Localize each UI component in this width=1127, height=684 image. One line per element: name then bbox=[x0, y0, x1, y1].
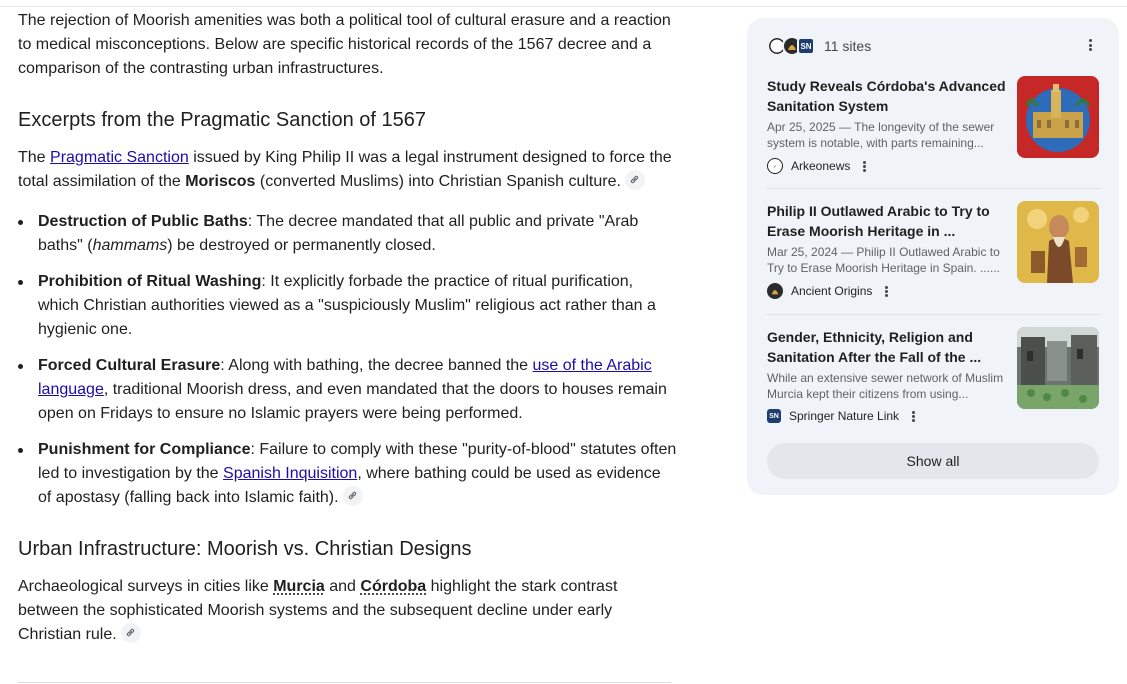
source-title[interactable]: Study Reveals Córdoba's Advanced Sanitation System bbox=[767, 78, 1006, 114]
section-heading-urban-infrastructure: Urban Infrastructure: Moorish vs. Christian Designs bbox=[18, 538, 472, 560]
list-item: Prohibition of Ritual Washing: It explicitly forbade the practice of ritual purification, which Christian authorities viewed as a "suspiciously Muslim" religious act rather than a hygienic one. bbox=[18, 270, 678, 342]
source-name: Ancient Origins bbox=[791, 284, 873, 298]
citation-link-icon[interactable] bbox=[121, 623, 141, 643]
list-item: Forced Cultural Erasure: Along with bathing, the decree banned the use of the Arabic language, traditional Moorish dress, and even mandated that the doors to houses remain open on Fridays to ensure no Islamic prayers were being performed. bbox=[18, 354, 678, 426]
content-divider bbox=[18, 682, 671, 683]
source-title[interactable]: Gender, Ethnicity, Religion and Sanitation After the Fall of the ... bbox=[767, 329, 982, 365]
show-all-button[interactable]: Show all bbox=[767, 443, 1099, 479]
compass-icon bbox=[767, 158, 783, 174]
source-card[interactable] bbox=[767, 327, 1101, 427]
intro-paragraph: The rejection of Moorish amenities was both a political tool of cultural erasure and a reaction to medical misconceptions. Below are specific historical records of the 1567 decree and a comparison of the contrasting urban infrastructures. bbox=[18, 12, 671, 77]
springer-icon: SN bbox=[797, 37, 815, 55]
citation-link-icon[interactable] bbox=[343, 486, 363, 506]
spanish-inquisition-link[interactable]: Spanish Inquisition bbox=[223, 465, 358, 482]
source-card[interactable] bbox=[767, 201, 1101, 301]
ai-overview-content bbox=[18, 9, 678, 647]
pragmatic-sanction-paragraph: The Pragmatic Sanction issued by King Philip II was a legal instrument designed to force the total assimilation of the Moriscos (converted Muslims) into Christian Spanish culture. bbox=[18, 149, 672, 190]
sources-panel bbox=[747, 18, 1119, 495]
sites-count: 11 sites bbox=[824, 38, 872, 54]
panel-more-options-icon[interactable] bbox=[1088, 39, 1092, 51]
source-snippet: Apr 25, 2025 — The longevity of the sewer system is notable, with parts remaining... bbox=[767, 120, 995, 150]
source-title[interactable]: Philip II Outlawed Arabic to Try to Erase Moorish Heritage in ... bbox=[767, 203, 990, 239]
decree-bullet-list bbox=[18, 210, 678, 510]
source-more-icon[interactable] bbox=[884, 286, 888, 297]
source-attribution bbox=[767, 409, 915, 423]
source-attribution bbox=[767, 158, 866, 174]
sources-header[interactable] bbox=[767, 34, 871, 58]
source-name: Arkeonews bbox=[791, 159, 851, 173]
springer-icon: SN bbox=[767, 409, 781, 423]
source-name: Springer Nature Link bbox=[789, 409, 900, 423]
card-divider bbox=[767, 188, 1101, 189]
list-item: Destruction of Public Baths: The decree mandated that all public and private "Arab baths" (hammams) be destroyed or permanently closed. bbox=[18, 210, 678, 258]
list-item: Punishment for Compliance: Failure to comply with these "purity-of-blood" statutes often led to investigation by the Spanish Inquisition, where bathing could be used as evidence of apostasy (falling back into Islamic faith). bbox=[18, 438, 678, 510]
urban-infrastructure-paragraph: Archaeological surveys in cities like Murcia and Córdoba highlight the stark contrast between the sophisticated Moorish systems and the subsequent decline under early Christian rule. bbox=[18, 578, 618, 643]
cordoba-term[interactable]: Córdoba bbox=[360, 578, 427, 595]
philip-ii-painting-thumbnail[interactable] bbox=[1017, 201, 1099, 283]
source-more-icon[interactable] bbox=[862, 161, 866, 172]
ancient-origins-icon bbox=[767, 283, 783, 299]
top-divider bbox=[0, 6, 1127, 7]
source-snippet: While an extensive sewer network of Muslim Murcia kept their citizens from using... bbox=[767, 371, 1004, 401]
cordoba-seal-thumbnail[interactable] bbox=[1017, 76, 1099, 158]
pragmatic-sanction-link[interactable]: Pragmatic Sanction bbox=[50, 149, 189, 166]
source-snippet: Mar 25, 2024 — Philip II Outlawed Arabic to Try to Erase Moorish Heritage in Spain. ...... bbox=[767, 245, 1000, 275]
murcia-street-thumbnail[interactable] bbox=[1017, 327, 1099, 409]
citation-link-icon[interactable] bbox=[625, 170, 645, 190]
source-more-icon[interactable] bbox=[911, 411, 915, 422]
source-attribution bbox=[767, 283, 888, 299]
arabic-language-link[interactable]: use of the Arabic language bbox=[38, 357, 652, 398]
source-card[interactable] bbox=[767, 76, 1101, 176]
card-divider bbox=[767, 314, 1101, 315]
source-favicons bbox=[767, 36, 810, 56]
murcia-term[interactable]: Murcia bbox=[273, 578, 325, 595]
section-heading-pragmatic-sanction: Excerpts from the Pragmatic Sanction of 1567 bbox=[18, 109, 426, 131]
